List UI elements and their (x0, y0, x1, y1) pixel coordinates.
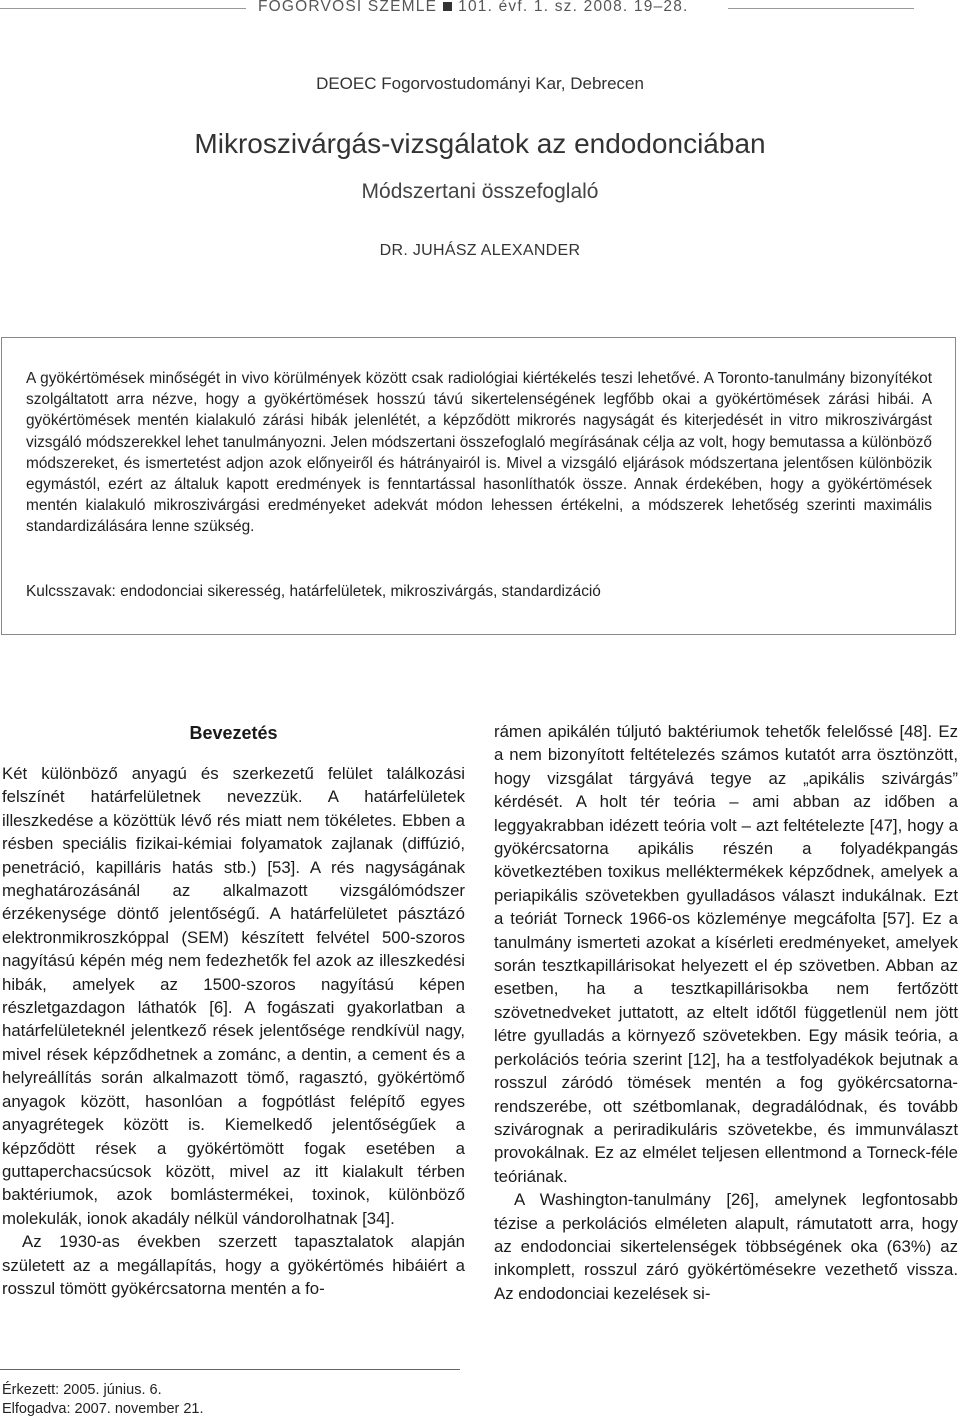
header-rule-left (0, 8, 246, 9)
footer (2, 1381, 204, 1419)
paragraph: Az 1930-as években szerzett tapasztalatok alapján született az a megállapítás, hogy a gyökértömés hibáiért a rosszul tömött gyökércsatorna mentén a fo- (2, 1232, 465, 1298)
author: DR. JUHÁSZ ALEXANDER (379, 242, 581, 259)
header-rule-right (728, 8, 914, 9)
paragraph: A Washington-tanulmány [26], amelynek legfontosabb tézise a perkolációs elméleten alapult, rámutatott arra, hogy az endodonciai sikertelenségek többségének oka (63%) az inkomplett, rosszul záró gyökértömésekre vezethető vissza. Az endodonciai kezelések si- (494, 1190, 958, 1303)
body-column-left (2, 722, 465, 1300)
keywords: Kulcsszavak: endodonciai sikeresség, határfelületek, mikroszivárgás, standardizáció (26, 583, 601, 600)
journal-citation: 101. évf. 1. sz. 2008. 19–28. (458, 0, 689, 15)
paragraph: Két különböző anyagú és szerkezetű felület találkozási felszínét határfelületnek nevezzük. A határfelületek illeszkedése a közöttük lévő rés miatt nem tökéletes. Ebben a résben speciális fizikai-kémiai folyamatok zajlanak (diffúzió, penetráció, kapilláris hatás stb.) [53]. A rés nagyságának meghatározásánál az alkalmazott vizsgálómódszer érzékenysége döntő jelentőségű. A határfelületet pásztázó elektronmikroszkóppal (SEM) készített felvétel 500-szoros nagyítású képén még nem fedezhetők fel azok az illeszkedési hibák, amelyek az 1500-szoros nagyítású képen részletgazdagon láthatók [6]. A fogászati gyakorlatban a határfelületeknél jelentkező rések jelentősége rendkívül nagy, mivel rések képződhetnek a zománc, a dentin, a cement és a helyreállítás során alkalmazott tömő, ragasztó, gyökértömő anyagok között, hasonlóan a fogpótlást felépítő egyes anyagrétegek között is. Kiemelkedő jelentőségűek a képződött rések a gyökértömött fogak esetében a guttaperchacsúcsok között, mivel az itt kialakult térben baktériumok, azok bomlástermékei, toxinok, különböző molekulák, ionok akadály nélkül vándorolhatnak [34]. (2, 764, 465, 1228)
article-title: Mikroszivárgás-vizsgálatok az endodonciában (194, 128, 766, 159)
abstract-text: A gyökértömések minőségét in vivo körülmények között csak radiológiai kiértékelés teszi lehetővé. A Toronto-tanulmány bizonyítékot szolgáltatott arra nézve, hogy a gyökértömések hosszú távú sikertelenségének legfőbb okai a gyökértömések zárási hibái. A gyökértömések mentén kialakuló zárási hibák jelenlétét, a képződött mikrorés nagyságát és kiterjedését in vitro mikroszivárgást vizsgáló módszerekkel lehet tanulmányozni. Jelen módszertani összefoglaló megírásának célja az volt, hogy bemutassa a különböző módszereket, és ismertetést adjon azok előnyeiről és hátrányairól is. Mivel a vizsgáló eljárások módszertana jelentősen különbözik egymástól, ezért az általuk kapott eredmények is fenntartással hasonlíthatók össze. Annak érdekében, hogy a gyökértömések mentén kialakuló mikroszivárgási eredményeket adekvát módon lehessen értékelni, a módszerek lehetőség szerinti maximális standardizálására lenne szükség. (26, 370, 932, 536)
journal-name: FOGORVOSI SZEMLE (258, 0, 438, 15)
institution: DEOEC Fogorvostudományi Kar, Debrecen (316, 74, 644, 93)
body-column-right (494, 720, 958, 1305)
received-date: Érkezett: 2005. június. 6. (2, 1382, 162, 1398)
journal-header (258, 0, 728, 16)
article-subtitle: Módszertani összefoglaló (361, 180, 599, 203)
paragraph: rámen apikálén túljutó baktériumok tehetők felelőssé [48]. Ez a nem bizonyított feltételezés számos kutatót arra ösztönzött, hogy vizsgálat tárgyává tegye az „apikális szivárgás” kérdését. A holt tér teória – ami abban az időben a leggyakrabban idézett teória volt – azt feltételezte [47], hogy a gyökércsatorna apikális részén a folyadékpangás következtében toxikus melléktermékek képződnek, amelyek a periapikális szövetekben gyulladásos választ indukálnak. Ezt a teóriát Torneck 1966-os közleménye megcáfolta [57]. Ez a tanulmány ismerteti azokat a kísérleti eredményeket, amelyek során tesztkapillárisokat helyezett el ép szövetben. Abban az esetben, ha a tesztkapillárisokba nem fertőzött szövetnedveket juttatott, az eltelt időtől függetlenül nem jött létre gyulladás a környező szövetekben. Egy másik teória, a perkolációs teória szerint [12], ha a testfolyadékok bejutnak a rosszul záródó tömések mentén a fog gyökércsatorna-rendszerébe, ott szétbomlanak, degradálódnak, és tovább szivárognak a periradikuláris szövetekbe, és immunválaszt provokálnak. Ez az elmélet teljesen ellentmond a Torneck-féle teóriának. (494, 722, 958, 1186)
accepted-date: Elfogadva: 2007. november 21. (2, 1401, 204, 1417)
footer-rule (0, 1369, 460, 1370)
section-heading: Bevezetés (189, 723, 278, 743)
square-bullet-icon (443, 2, 452, 11)
